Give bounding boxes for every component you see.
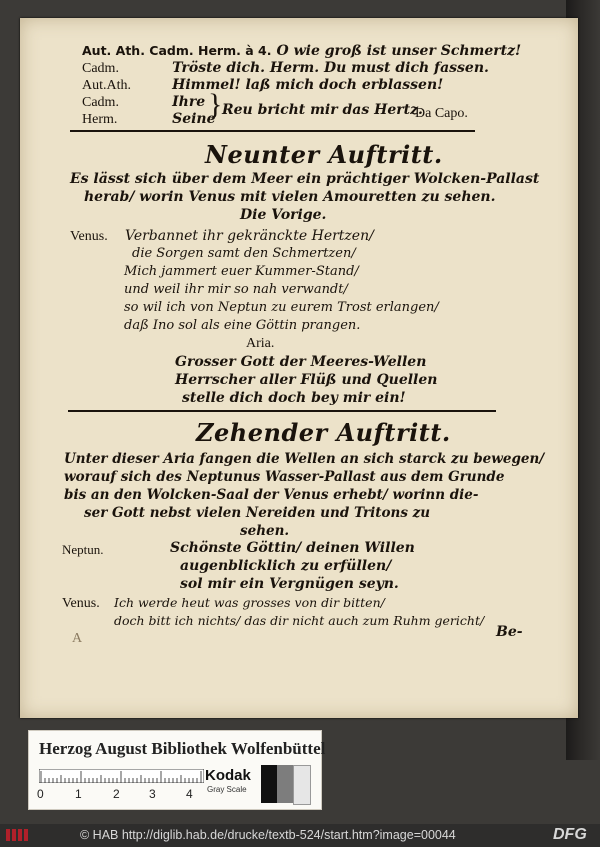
ruler-number: 3 (149, 787, 156, 801)
verse-text: Himmel! laß mich doch erblassen! (172, 77, 444, 93)
rule-divider (70, 130, 475, 132)
stage-direction: bis an den Wolcken-Saal der Venus erhebt/ worinn die- (64, 487, 479, 503)
footer-copyright-link[interactable]: © HAB http://diglib.hab.de/drucke/textb-524/start.htm?image=00044 (80, 828, 456, 842)
verse-line: Schönste Göttin/ deinen Willen (170, 540, 415, 556)
verse-line: Mich jammert euer Kummer-Stand/ (124, 264, 359, 279)
verse-line: doch bitt ich nichts/ das dir nicht auch zum Ruhm gericht/ (114, 613, 485, 628)
ruler-number: 2 (113, 787, 120, 801)
speaker-label: Aut. Ath. Cadm. Herm. à 4. (82, 43, 272, 58)
ruler-number: 1 (75, 787, 82, 801)
stage-direction: sehen. (240, 523, 290, 539)
ruler-number: 0 (37, 787, 44, 801)
ruler-scale (39, 769, 204, 783)
verse-line: Ich werde heut was grosses von dir bitten/ (114, 595, 385, 610)
scene-heading: Zehender Auftritt. (196, 418, 451, 447)
verse-line: sol mir ein Vergnügen seyn. (180, 576, 399, 592)
catchword: Be- (496, 624, 523, 640)
speaker-label: Herm. (82, 112, 118, 127)
speaker-label: Cadm. (82, 95, 119, 110)
verse-line: Verbannet ihr gekränckte Hertzen/ (125, 228, 374, 244)
aria-label: Aria. (246, 336, 275, 351)
line-5 (82, 108, 216, 128)
gray-swatch-black (261, 765, 277, 803)
brace-glyph: } (208, 88, 223, 121)
stage-direction: Es lässt sich über dem Meer ein prächtiger Wolcken-Pallast (70, 171, 540, 187)
stage-direction: ser Gott nebst vielen Nereiden und Tritons zu (84, 505, 431, 521)
aria-line: Herrscher aller Flüß und Quellen (175, 372, 438, 388)
verse-text: Tröste dich. Herm. Du must dich fassen. (172, 60, 489, 76)
speaker-label: Cadm. (82, 61, 119, 76)
ruler-number: 4 (186, 787, 193, 801)
verse-text: O wie groß ist unser Schmertz! (276, 43, 522, 59)
aria-line: stelle dich doch bey mir ein! (182, 390, 406, 406)
da-capo: Da Capo. (415, 106, 468, 121)
verse-text: Ihre (172, 94, 206, 110)
verse-line: so wil ich von Neptun zu eurem Trost erlangen/ (124, 300, 439, 315)
gray-swatch-light (293, 765, 311, 805)
verse-text: Seine (172, 111, 216, 127)
verse-line: augenblicklich zu erfüllen/ (180, 558, 392, 574)
speaker-label: Aut.Ath. (82, 78, 131, 93)
rule-divider (68, 410, 496, 412)
color-calibration-card (28, 730, 326, 810)
stage-direction: Unter dieser Aria fangen die Wellen an sich starck zu bewegen/ (64, 451, 545, 467)
speaker-label: Venus. (62, 596, 100, 611)
stage-direction: herab/ worin Venus mit vielen Amouretten zu sehen. (84, 189, 496, 205)
gray-swatch-mid (277, 765, 293, 803)
aria-line: Grosser Gott der Meeres-Wellen (175, 354, 427, 370)
stage-direction: worauf sich des Neptunus Wasser-Pallast aus dem Grunde (64, 469, 505, 485)
brace-text: Reu bricht mir das Hertz. (222, 102, 423, 118)
kodak-subtitle: Gray Scale (207, 785, 247, 794)
signature-mark: A (72, 631, 83, 646)
book-page (20, 18, 578, 718)
stage-direction: Die Vorige. (240, 207, 327, 223)
verse-line: und weil ihr mir so nah verwandt/ (124, 282, 348, 297)
kodak-logo: Kodak (205, 767, 251, 784)
scene-heading: Neunter Auftritt. (205, 140, 443, 169)
library-name: Herzog August Bibliothek Wolfenbüttel (39, 739, 326, 758)
speaker-label: Venus. (70, 229, 108, 244)
dfg-logo: DFG (553, 826, 587, 843)
verse-line: daß Ino sol als eine Göttin prangen. (124, 318, 361, 333)
hab-logo-icon (6, 829, 28, 841)
verse-line: die Sorgen samt den Schmertzen/ (132, 246, 356, 261)
speaker-label: Neptun. (62, 542, 104, 557)
